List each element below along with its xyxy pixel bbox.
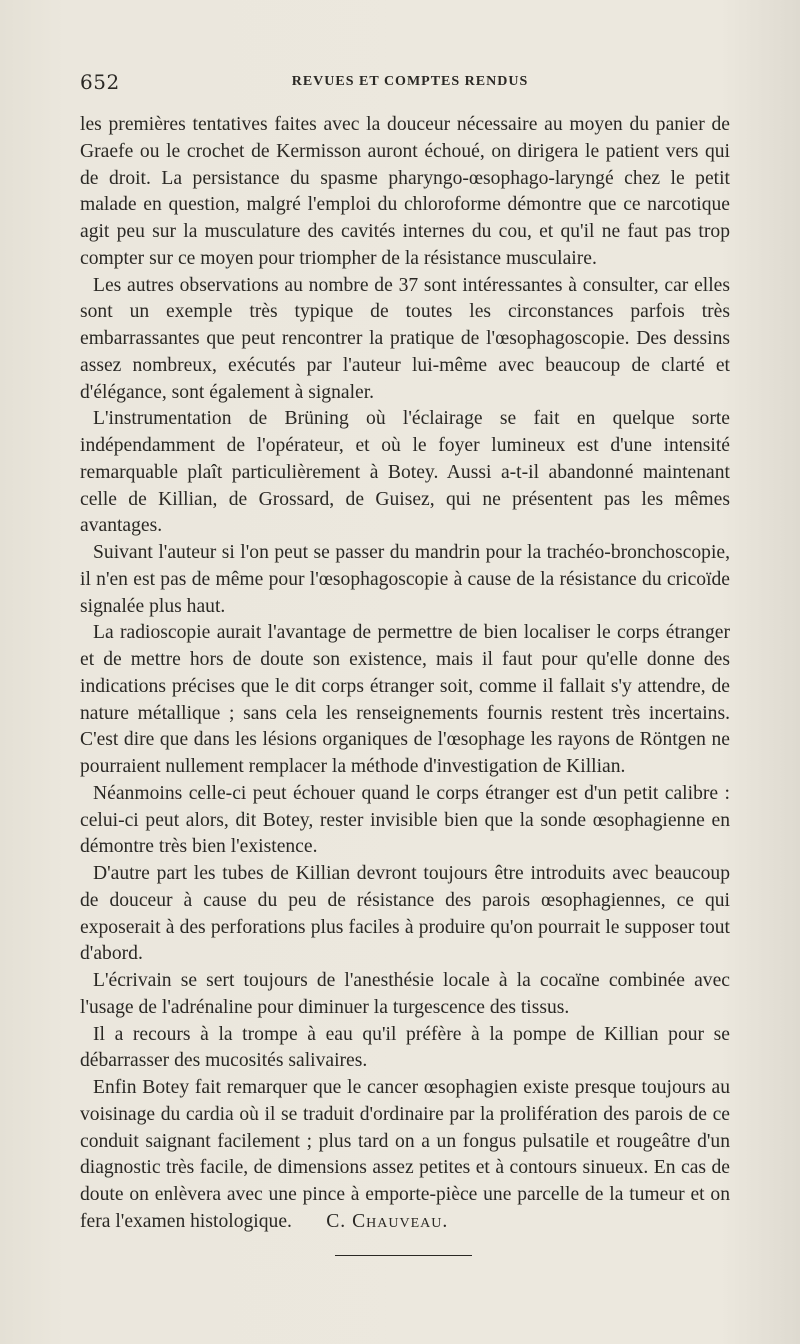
- paragraph: Néanmoins celle-ci peut échouer quand le corps étranger est d'un petit calibre : celui-ci peut alors, dit Botey, rester invisible bien que la sonde œsophagienne en démontre très bien l'existence.: [80, 782, 730, 858]
- end-rule: [335, 1255, 472, 1256]
- paragraph: Les autres observations au nombre de 37 sont intéressantes à consulter, car elles sont un exemple très typique de toutes les circonstances parfois très embarrassantes que peut rencontrer la pratique de l'œsophagoscopie. Des dessins assez nombreux, exécutés par l'auteur lui-même avec beaucoup de clarté et d'élégance, sont également à signaler.: [80, 274, 730, 403]
- paragraph: L'écrivain se sert toujours de l'anesthésie locale à la cocaïne combinée avec l'usage de l'adrénaline pour diminuer la turgescence des tissus.: [80, 970, 730, 1018]
- paragraph: Il a recours à la trompe à eau qu'il préfère à la pompe de Killian pour se débarrasser des mucosités salivaires.: [80, 1023, 730, 1072]
- paragraph: [80, 1075, 730, 1236]
- article-body: [80, 112, 730, 1236]
- paragraph: D'autre part les tubes de Killian devront toujours être introduits avec beaucoup de douceur à cause du peu de résistance des parois œsophagiennes, ce qui exposerait à des perforations plus faciles à produire qu'on pourrait le supposer tout d'abord.: [80, 863, 730, 965]
- paragraph: Suivant l'auteur si l'on peut se passer du mandrin pour la trachéo-bronchoscopie, il n'en est pas de même pour l'œsophagoscopie à cause de la résistance du cricoïde signalée plus haut.: [80, 542, 730, 617]
- author-signature: C. Chauveau.: [326, 1210, 449, 1232]
- paragraph: L'instrumentation de Brüning où l'éclairage se fait en quelque sorte indépendamment de l'opérateur, et où le foyer lumineux est d'une intensité remarquable plaît particulièrement à Botey. Aussi a-t-il abandonné maintenant celle de Killian, de Grossard, de Guisez, qui ne présentent pas les mêmes avantages.: [80, 408, 730, 537]
- paragraph: La radioscopie aurait l'avantage de permettre de bien localiser le corps étranger et de mettre hors de doute son existence, mais il faut pour qu'elle donne des indications précises que le dit corps étranger soit, comme il fallait s'y attendre, de nature métallique ; sans cela les renseignements fournis restent très incertains. C'est dire que dans les lésions organiques de l'œsophage les rayons de Röntgen ne pourraient nullement remplacer la méthode d'investigation de Killian.: [80, 622, 730, 777]
- paragraph: les premières tentatives faites avec la douceur nécessaire au moyen du panier de Graefe ou le crochet de Kermisson auront échoué, on dirigera le patient vers qui de droit. La persistance du spasme pharyngo-œsophago-laryngé chez le petit malade en question, malgré l'emploi du chloroforme démontre que ce narcotique agit peu sur la musculature des cavités internes du cou, et qu'il ne faut pas trop compter sur ce moyen pour triompher de la résistance musculaire.: [80, 114, 730, 269]
- running-head: REVUES ET COMPTES RENDUS: [291, 74, 529, 89]
- page-number: 652: [80, 70, 120, 94]
- paragraph-text: Enfin Botey fait remarquer que le cancer œsophagien existe presque toujours au voisinage du cardia où il se traduit d'ordinaire par la prolifération des parois de ce conduit saignant facilement ; plus tard on a un fongus pulsatile et rougeâtre d'un diagnostic très facile, de dimensions assez petites et à contours sinueux. En cas de doute on enlèvera avec une pince à emporte-pièce une parcelle de la tumeur et on fera l'examen histologique.: [80, 1077, 730, 1232]
- page-header: [80, 70, 740, 100]
